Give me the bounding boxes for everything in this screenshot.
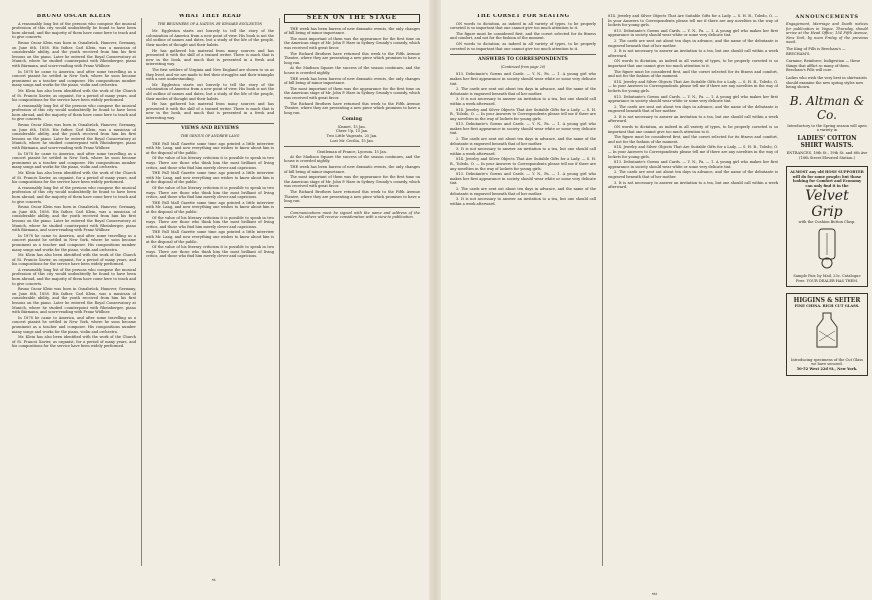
paragraph: 2. The cards are sent out about ten days in advance, and the name of the debutante is engraved beneath that of her mother.	[608, 170, 778, 179]
paragraph: THE Pall Mall Gazette some time ago printed a little interview with Mr. Lang, and now everything one wishes to know about him is at the disposal of the public.	[146, 141, 274, 155]
page-number: vii	[652, 591, 657, 596]
paragraph: 3. It is not necessary to answer an invitation to a tea, but one should call within a week afterward.	[450, 97, 596, 106]
article-title: BRUNO OSCAR KLEIN	[36, 14, 112, 19]
paragraph: ON words to dictation, as indeed in all variety of types, to be properly corseted is so important that one cannot give too much attention to it.	[608, 125, 778, 134]
column-what-they-read	[146, 14, 274, 580]
altman-headline: LADIES' COTTON SHIRT WAISTS.	[797, 134, 857, 149]
paragraph: 2. The cards are sent out about ten days in advance, and the name of the debutante is engraved beneath that of her mother.	[450, 87, 596, 96]
list-item: Cheer Up, 15 Jan.	[335, 129, 369, 134]
paragraph: THE week has been barren of new dramatic events, the only changes of bill being of minor importance.	[284, 26, 420, 36]
higgins-tagline: FINE CHINA. RICH CUT GLASS.	[794, 304, 860, 309]
announcement-item: Carmine, Reinforce, Indigestion — these things that afflict so many of them, Beecham's Pills will cure.	[786, 59, 861, 73]
paragraph: THE week has been barren of new dramatic events, the only changes of bill being of minor importance.	[284, 165, 420, 174]
paragraph: 3. It is not necessary to answer an invitation to a tea, but one should call within a week afterward.	[608, 180, 778, 190]
paragraph: THE Pall Mall Gazette some time ago printed a little interview with Mr. Lang, and now everything one wishes to know about him is at the disposal of the public.	[146, 200, 274, 214]
paragraph: Of the value of his literary criticism it is possible to speak in two ways. There are those who think him the most brilliant of living critics, and those who find him merely clever and capricious.	[146, 186, 274, 200]
garter-sub: with the Cushion Button Clasp.	[798, 220, 856, 225]
paragraph: 3. It is not necessary to answer an invitation to a tea, but one should call within a week afterward.	[608, 49, 778, 58]
paragraph: The Richard Brothers have returned this week to the Fifth Avenue Theatre, where they are presenting a new piece which promises to have a long run.	[284, 190, 420, 204]
column-bruno-klein	[12, 14, 136, 580]
left-page	[0, 8, 431, 586]
garter-headline: ALMOST any old HOSE SUPPORTER will do for some people; but those looking for Comfort and Economy can only find it in the	[790, 170, 864, 188]
paragraph: A reasonably long list of the persons who compose the musical profession of this city would undoubtedly be found to have been born abroad, and the majority of them have come here to teach and to give concerts.	[12, 185, 136, 204]
paragraph: Mr. Klein has also been identified with the work of the Church of St. Francis Xavier, as organist, for a period of many years, and his compositions for the service have been widely performed.	[12, 335, 136, 349]
paragraph: In 1878 he came to America, and after some travelling as a concert pianist he settled in New York, where he soon became prominent as a teacher and composer. His compositions number many songs and works for the piano, violin and orchestra.	[12, 315, 136, 334]
announcements-title: ANNOUNCEMENTS	[795, 14, 859, 20]
paragraph: Bruno Oscar Klein was born in Osnabrück, Hanover, Germany, on June 6th, 1858. His father, Carl Klein, was a musician of considerable ability, and the youth received from him his first lessons on the piano. Later he entered the Royal Conservatory at Munich, where he studied counterpoint with Rheinberger, piano with Bärmann, and score-reading with Franz Wüllner.	[12, 123, 136, 151]
paragraph: Bruno Oscar Klein was born in Osnabrück, Hanover, Germany, on June 6th, 1858. His father, Carl Klein, was a musician of considerable ability, and the youth received from him his first lessons on the piano. Later he entered the Royal Conservatory at Munich, where he studied counterpoint with Rheinberger, piano with Bärmann, and score-reading with Franz Wüllner.	[12, 40, 136, 68]
paragraph: 2. The cards are sent out about ten days in advance, and the name of the debutante is engraved beneath that of her mother.	[450, 187, 596, 196]
paragraph: Mr. Klein has also been identified with the work of the Church of St. Francis Xavier, as organist, for a period of many years, and his compositions for the service have been widely performed.	[12, 171, 136, 185]
paragraph: ON words to dictation, as indeed in all variety of types, to be properly corseted is so important that one cannot give too much attention to it.	[450, 21, 596, 31]
paragraph: Mr. Klein has also been identified with the work of the Church of St. Francis Xavier, as organist, for a period of many years, and his compositions for the service have been widely performed.	[12, 88, 136, 103]
divider	[284, 146, 420, 147]
paragraph: At the Madison Square the success of the season continues, and the house is crowded nightly.	[284, 154, 420, 164]
byline: THE BEGINNERS OF A NATION. BY EDWARD EGGLESTON	[157, 21, 263, 26]
higgins-address: 50-52 West 22d St., New York.	[796, 367, 858, 372]
paragraph: 814. Jewelry and Silver Objects That Are Suitable Gifts for a Lady. — S. H. B., Toledo, O. — In your Answers to Correspondents please tell me if there are any novelties in the way of lockets for young girls.	[608, 14, 778, 28]
paragraph: 813. Debutante's Gowns and Cards. — Y. N., Pa. — 1. A young girl who makes her first appearance in society should wear white or some very delicate tint.	[450, 172, 596, 186]
list-item: Gentleman of France, Lyceum, 15 Jan.	[316, 150, 388, 155]
garter-footer: Sample Pair, by Mail, 25c. Catalogue Free. YOUR DEALER HAS THEM.	[793, 274, 861, 283]
list-title: Coming	[342, 117, 362, 123]
paragraph: He has gathered his material from many sources and has presented it with the skill of a trained writer. There is much that is new in the book, and much that is presented in a fresh and interesting way.	[146, 102, 274, 120]
paragraph: He has gathered his material from many sources and has presented it with the skill of a trained writer. There is much that is new in the book, and much that is presented in a fresh and interesting way.	[146, 48, 274, 67]
paragraph: A reasonably long list of the persons who compose the musical profession of this city would undoubtedly be found to have been born abroad, and the majority of them have come here to teach and to give concerts.	[12, 267, 136, 286]
velvet-grip-ad	[786, 166, 868, 287]
paragraph: Mr. Eggleston starts out bravely to tell the story of the colonization of America from a new point of view. His book is not the old outline of names and dates, but a study of the life of the people, their modes of thought and their habits.	[146, 82, 274, 101]
announcement-item: The King of Pills is Beecham's — BEECHAM'S.	[786, 46, 846, 56]
paragraph: The figure must be considered first, and the corset selected for its fitness and comfort, and not for the fashion of the moment.	[608, 69, 778, 79]
higgins-seiter-ad	[786, 293, 868, 375]
paragraph: In 1878 he came to America, and after some travelling as a concert pianist he settled in New York, where he soon became prominent as a teacher and composer. His compositions number many songs and works for the piano, violin and orchestra.	[12, 69, 136, 88]
paragraph: 813. Debutante's Gowns and Cards. — Y. N., Pa. — 1. A young girl who makes her first appearance in society should wear white or some very delicate tint.	[608, 94, 778, 104]
paragraph: 3. It is not necessary to answer an invitation to a tea, but one should call within a week afterward.	[450, 197, 596, 206]
paragraph: 814. Jewelry and Silver Objects That Are Suitable Gifts for a Lady. — S. H. B., Toledo, O. — In your Answers to Correspondents please tell me if there are any novelties in the way of lockets for young girls.	[450, 157, 596, 171]
editorial-note: Communications must be signed with the name and address of the sender. No others will receive consideration with a view to publication.	[284, 210, 420, 220]
list-item: Kismet, 15 Jan.	[338, 124, 366, 129]
ads-column	[786, 14, 868, 586]
paragraph: 3. It is not necessary to answer an invitation to a tea, but one should call within a week afterward.	[608, 114, 778, 124]
altman-brand: B. Altman & Co.	[789, 93, 865, 122]
paragraph: 814. Jewelry and Silver Objects That Are Suitable Gifts for a Lady. — S. H. B., Toledo, O. — In your Answers to Correspondents please tell me if there are any novelties in the way of lockets for young girls.	[608, 145, 778, 159]
column-corset	[450, 14, 596, 580]
paragraph: 3. It is not necessary to answer an invitation to a tea, but one should call within a week afterward.	[450, 147, 596, 156]
paragraph: Bruno Oscar Klein was born in Osnabrück, Hanover, Germany, on June 6th, 1858. His father, Carl Klein, was a musician of considerable ability, and the youth received from him his first lessons on the piano. Later he entered the Royal Conservatory at Munich, where he studied counterpoint with Rheinberger, piano with Bärmann, and score-reading with Franz Wüllner.	[12, 287, 136, 315]
divider	[450, 54, 596, 55]
section-title: ANSWERS TO CORRESPONDENTS	[478, 57, 568, 63]
column-rule	[141, 18, 142, 566]
paragraph: The most important of them was the appearance for the first time on the American stage of Mr. John P. Hare in Sydney Grundy's comedy, which was received with great favor.	[284, 86, 420, 100]
paragraph: 814. Jewelry and Silver Objects That Are Suitable Gifts for a Lady. — S. H. B., Toledo, O. — In your Answers to Correspondents please tell me if there are any novelties in the way of lockets for young girls.	[608, 79, 778, 93]
section-title: VIEWS AND REVIEWS	[181, 126, 239, 132]
divider	[146, 123, 274, 124]
paragraph: THE Pall Mall Gazette some time ago printed a little interview with Mr. Lang, and now everything one wishes to know about him is at the disposal of the public.	[146, 230, 274, 244]
paragraph: THE week has been barren of new dramatic events, the only changes of bill being of minor importance.	[284, 76, 420, 86]
paragraph: ON words to dictation, as indeed in all variety of types, to be properly corseted is so important that one cannot give too much attention to it.	[450, 41, 596, 51]
altman-intro: Introductory to the Spring season will open a variety in	[787, 123, 867, 133]
column-seen-on-stage	[284, 14, 420, 580]
page-number: vi	[212, 577, 216, 582]
paragraph: 2. The cards are sent out about ten days in advance, and the name of the debutante is engraved beneath that of her mother.	[450, 137, 596, 146]
paragraph: At the Madison Square the success of the season continues, and the house is crowded nightly.	[284, 66, 420, 75]
paragraph: The figure must be considered first, and the corset selected for its fitness and comfort, and not for the fashion of the moment.	[608, 135, 778, 144]
higgins-name: HIGGINS & SEITER	[793, 297, 861, 305]
paragraph: Of the value of his literary criticism it is possible to speak in two ways. There are those who think him the most brilliant of living critics, and those who find him merely clever and capricious.	[146, 245, 274, 259]
paragraph: Of the value of his literary criticism it is possible to speak in two ways. There are those who think him the most brilliant of living critics, and those who find him merely clever and capricious.	[146, 156, 274, 170]
paragraph: The Richard Brothers have returned this week to the Fifth Avenue Theatre, where they are presenting a new piece which promises to have a long run.	[284, 51, 420, 65]
paragraph: In 1878 he came to America, and after some travelling as a concert pianist he settled in New York, where he soon became prominent as a teacher and composer. His compositions number many songs and works for the piano, violin and orchestra.	[12, 151, 136, 170]
paragraph: 2. The cards are sent out about ten days in advance, and the name of the debutante is engraved beneath that of her mother.	[608, 38, 778, 48]
section-heading: SEEN ON THE STAGE	[284, 14, 420, 23]
announcement-item: Ladies who wish the very best in shirtwaists should examine the new spring styles now being shown.	[786, 75, 867, 90]
altman-ad	[786, 94, 868, 160]
paragraph: The most important of them was the appearance for the first time on the American stage of Mr. John P. Hare in Sydney Grundy's comedy, which was received with great favor.	[284, 175, 420, 189]
list-item: Lost Mr. Cecilia, 15 Jan.	[330, 138, 374, 143]
cut-glass-decanter-icon	[809, 311, 845, 355]
article-title: THE CORSET FOR SEATING	[476, 14, 570, 19]
announcements-intro: Engagement, Marriage and Death notices for publication in Vogue, Thursday, should arrive at the Head Office, 154 Fifth Avenue, New York, by noon Friday of the previous week.	[786, 22, 868, 45]
paragraph: The first settlers of Virginia and New England are shown to us as they lived, and we are made to feel their struggles and their triumphs with a new understanding.	[146, 67, 274, 82]
byline: (Continued from page 20)	[500, 64, 546, 69]
section-title: WHAT THEY READ	[178, 14, 242, 19]
paragraph: 813. Debutante's Gowns and Cards. — Y. N., Pa. — 1. A young girl who makes her first appearance in society should wear white or some very delicate tint.	[608, 28, 778, 38]
byline: THE GENIUS OF ANDREW LANG	[180, 134, 240, 139]
paragraph: 814. Jewelry and Silver Objects That Are Suitable Gifts for a Lady. — S. H. B., Toledo, O. — In your Answers to Correspondents please tell me if there are any novelties in the way of lockets for young girls.	[450, 107, 596, 121]
altman-footer: ENTRANCES, 18th St., 19th St. and 6th Ave (18th Street Elevated Station.)	[786, 150, 868, 160]
divider	[284, 207, 420, 208]
paragraph: Mr. Eggleston starts out bravely to tell the story of the colonization of America from a new point of view. His book is not the old outline of names and dates, but a study of the life of the people, their modes of thought and their habits.	[146, 29, 274, 47]
paragraph: 813. Debutante's Gowns and Cards. — Y. N., Pa. — 1. A young girl who makes her first appearance in society should wear white or some very delicate tint.	[608, 160, 778, 169]
paragraph: The most important of them was the appearance for the first time on the American stage of Mr. John P. Hare in Sydney Grundy's comedy, which was received with great favor.	[284, 36, 420, 50]
paragraph: The figure must be considered first, and the corset selected for its fitness and comfort, and not for the fashion of the moment.	[450, 31, 596, 41]
paragraph: Mr. Klein has also been identified with the work of the Church of St. Francis Xavier, as organist, for a period of many years, and his compositions for the service have been widely performed.	[12, 253, 136, 267]
paragraph: ON words to dictation, as indeed in all variety of types, to be properly corseted is so important that one cannot give too much attention to it.	[608, 59, 778, 68]
column-rule	[602, 18, 603, 566]
paragraph: A reasonably long list of the persons who compose the musical profession of this city would undoubtedly be found to have been born abroad, and the majority of them have come here to teach and to give concerts.	[12, 103, 136, 122]
paragraph: 813. Debutante's Gowns and Cards. — Y. N., Pa. — 1. A young girl who makes her first appearance in society should wear white or some very delicate tint.	[450, 72, 596, 86]
paragraph: THE Pall Mall Gazette some time ago printed a little interview with Mr. Lang, and now everything one wishes to know about him is at the disposal of the public.	[146, 171, 274, 185]
higgins-footer: Introducing specimens of the Cut Glass we have secured.	[790, 357, 864, 367]
garter-brand: Velvet Grip	[805, 188, 849, 221]
column-rule	[279, 18, 280, 566]
paragraph: 2. The cards are sent out about ten days in advance, and the name of the debutante is engraved beneath that of her mother.	[608, 104, 778, 114]
paragraph: In 1878 he came to America, and after some travelling as a concert pianist he settled in New York, where he soon became prominent as a teacher and composer. His compositions number many songs and works for the piano, violin and orchestra.	[12, 233, 136, 252]
paragraph: The Richard Brothers have returned this week to the Fifth Avenue Theatre, where they are presenting a new piece which promises to have a long run.	[284, 101, 420, 115]
paragraph: A reasonably long list of the persons who compose the musical profession of this city would undoubtedly be found to have been born abroad, and the majority of them have come here to teach and to give concerts.	[12, 21, 136, 40]
paragraph: Bruno Oscar Klein was born in Osnabrück, Hanover, Germany, on June 6th, 1858. His father, Carl Klein, was a musician of considerable ability, and the youth received from him his first lessons on the piano. Later he entered the Royal Conservatory at Munich, where he studied counterpoint with Rheinberger, piano with Bärmann, and score-reading with Franz Wüllner.	[12, 205, 136, 233]
paragraph: 813. Debutante's Gowns and Cards. — Y. N., Pa. — 1. A young girl who makes her first appearance in society should wear white or some very delicate tint.	[450, 122, 596, 136]
garter-illustration-icon	[809, 227, 845, 271]
list-item: Two Little Vagrants, 25 Jan.	[326, 134, 378, 139]
paragraph: Of the value of his literary criticism it is possible to speak in two ways. There are those who think him the most brilliant of living critics, and those who find him merely clever and capricious.	[146, 215, 274, 229]
column-announcements-text	[608, 14, 778, 580]
